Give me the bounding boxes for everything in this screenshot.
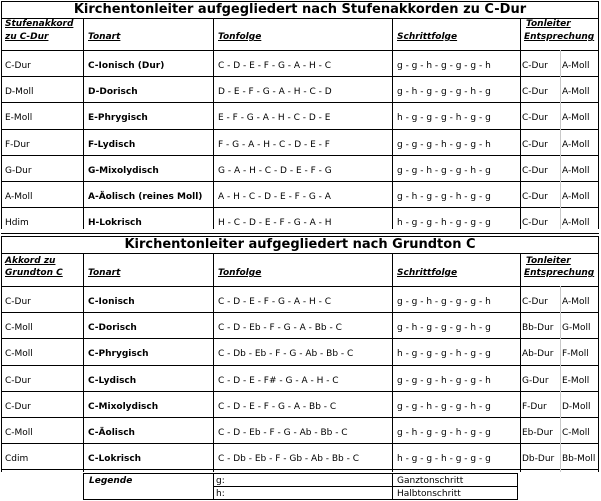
grid-line — [1, 443, 599, 444]
cell-ent2: A-Moll — [562, 113, 590, 123]
cell-tonart: H-Lokrisch — [88, 218, 142, 228]
cell-tonart: C-Ionisch — [88, 297, 135, 307]
grid-line — [1, 365, 599, 366]
cell-ent1: C-Dur — [522, 113, 548, 123]
s1-header-tonfolge: Tonfolge — [218, 32, 262, 42]
section1-title: Kirchentonleiter aufgegliedert nach Stufenakkorden zu C-Dur — [1, 1, 599, 19]
cell-ent2: C-Moll — [562, 428, 590, 438]
grid-line — [1, 253, 599, 254]
cell-ent1: C-Dur — [522, 61, 548, 71]
cell-akkord: Hdim — [5, 218, 29, 228]
cell-ent2: A-Moll — [562, 61, 590, 71]
grid-line — [560, 50, 561, 229]
cell-schrittfolge: g - g - h - g - g - h - g — [397, 402, 491, 412]
cell-tonart: G-Mixolydisch — [88, 166, 159, 176]
cell-ent2: A-Moll — [562, 192, 590, 202]
cell-ent1: C-Dur — [522, 297, 548, 307]
cell-schrittfolge: h - g - g - g - h - g - g — [397, 113, 491, 123]
cell-ent2: A-Moll — [562, 166, 590, 176]
cell-tonart: C-Lokrisch — [88, 454, 142, 464]
grid-line — [1, 50, 599, 51]
grid-line — [213, 473, 214, 500]
cell-akkord: Cdim — [5, 454, 29, 464]
cell-akkord: C-Moll — [5, 323, 33, 333]
cell-schrittfolge: g - g - h - g - g - g - h — [397, 61, 491, 71]
cell-ent1: Eb-Dur — [522, 428, 553, 438]
cell-ent2: Bb-Moll — [562, 454, 596, 464]
legend-symbol-h: h: — [216, 489, 225, 499]
cell-schrittfolge: g - h - g - g - g - h - g — [397, 323, 491, 333]
cell-ent1: C-Dur — [522, 87, 548, 97]
grid-line — [1, 155, 599, 156]
cell-akkord: C-Dur — [5, 297, 31, 307]
grid-line — [1, 338, 599, 339]
grid-line — [1, 286, 599, 287]
cell-schrittfolge: g - h - g - g - h - g - g — [397, 192, 491, 202]
grid-line — [392, 18, 393, 229]
cell-schrittfolge: g - h - g - g - h - g - g — [397, 428, 491, 438]
cell-tonart: C-Mixolydisch — [88, 402, 159, 412]
cell-ent1: G-Dur — [522, 376, 549, 386]
grid-line — [83, 473, 518, 474]
legend-meaning-h: Halbtonschritt — [397, 489, 461, 499]
section2-title: Kirchentonleiter aufgegliedert nach Grundton C — [1, 236, 599, 254]
cell-tonfolge: H - C - D - E - F - G - A - H — [218, 218, 332, 228]
s1-header-akkord-2: zu C-Dur — [5, 32, 49, 42]
cell-ent2: E-Moll — [562, 376, 590, 386]
cell-tonart: E-Phrygisch — [88, 113, 148, 123]
cell-akkord: C-Moll — [5, 428, 33, 438]
grid-line — [520, 18, 521, 229]
cell-tonart: C-Phrygisch — [88, 349, 149, 359]
cell-tonfolge: C - D - E - F - G - A - H - C — [218, 61, 332, 71]
cell-tonfolge: C - Db - Eb - F - G - Ab - Bb - C — [218, 349, 354, 359]
s2-header-ent-2: Entsprechung — [524, 268, 595, 278]
grid-line — [1, 18, 599, 19]
grid-line — [560, 286, 561, 472]
legend-meaning-g: Ganztonschritt — [397, 476, 464, 486]
grid-line — [83, 18, 84, 229]
grid-line — [83, 499, 518, 500]
cell-schrittfolge: g - g - g - h - g - g - h — [397, 140, 491, 150]
cell-tonfolge: C - D - Eb - F - G - Ab - Bb - C — [218, 428, 348, 438]
grid-line — [1, 233, 599, 234]
cell-ent2: F-Moll — [562, 349, 589, 359]
grid-line — [213, 486, 518, 487]
cell-akkord: C-Dur — [5, 61, 31, 71]
cell-schrittfolge: h - g - g - g - h - g - g — [397, 349, 491, 359]
cell-tonart: C-Äolisch — [88, 428, 135, 438]
cell-akkord: D-Moll — [5, 87, 34, 97]
cell-ent1: Ab-Dur — [522, 349, 554, 359]
grid-line — [1, 236, 2, 472]
cell-ent2: A-Moll — [562, 140, 590, 150]
cell-akkord: C-Moll — [5, 349, 33, 359]
s1-header-ent-1: Tonleiter — [526, 19, 571, 29]
s2-header-akkord-1: Akkord zu — [5, 256, 56, 266]
cell-ent2: G-Moll — [562, 323, 591, 333]
cell-tonfolge: G - A - H - C - D - E - F - G — [218, 166, 332, 176]
cell-ent1: C-Dur — [522, 218, 548, 228]
cell-ent2: A-Moll — [562, 87, 590, 97]
legend-symbol-g: g: — [216, 476, 225, 486]
cell-tonfolge: A - H - C - D - E - F - G - A — [218, 192, 331, 202]
grid-line — [520, 253, 521, 472]
grid-line — [392, 253, 393, 472]
s2-header-tonart: Tonart — [88, 268, 121, 278]
cell-akkord: F-Dur — [5, 140, 30, 150]
s1-header-schrittfolge: Schrittfolge — [397, 32, 458, 42]
cell-akkord: C-Dur — [5, 376, 31, 386]
cell-tonfolge: C - D - Eb - F - G - A - Bb - C — [218, 323, 342, 333]
cell-ent1: Bb-Dur — [522, 323, 554, 333]
cell-tonart: C-Ionisch (Dur) — [88, 61, 165, 71]
grid-line — [1, 76, 599, 77]
cell-ent1: Db-Dur — [522, 454, 555, 464]
cell-tonart: F-Lydisch — [88, 140, 136, 150]
grid-line — [83, 473, 84, 500]
cell-ent1: F-Dur — [522, 402, 547, 412]
cell-tonfolge: C - D - E - F - G - A - Bb - C — [218, 402, 337, 412]
cell-ent2: D-Moll — [562, 402, 591, 412]
grid-line — [1, 312, 599, 313]
s1-header-akkord-1: Stufenakkord — [5, 19, 74, 29]
cell-ent1: C-Dur — [522, 192, 548, 202]
grid-line — [1, 469, 599, 470]
cell-akkord: A-Moll — [5, 192, 33, 202]
s1-header-ent-2: Entsprechung — [524, 32, 595, 42]
grid-line — [1, 417, 599, 418]
cell-ent1: C-Dur — [522, 140, 548, 150]
cell-ent1: C-Dur — [522, 166, 548, 176]
cell-tonart: C-Dorisch — [88, 323, 137, 333]
cell-tonfolge: D - E - F - G - A - H - C - D — [218, 87, 332, 97]
cell-tonfolge: C - Db - Eb - F - Gb - Ab - Bb - C — [218, 454, 360, 464]
cell-akkord: E-Moll — [5, 113, 33, 123]
s1-header-tonart: Tonart — [88, 32, 121, 42]
legend-label: Legende — [89, 476, 133, 486]
cell-schrittfolge: g - g - h - g - g - g - h — [397, 297, 491, 307]
cell-tonfolge: F - G - A - H - C - D - E - F — [218, 140, 330, 150]
cell-ent2: A-Moll — [562, 218, 590, 228]
grid-line — [1, 207, 599, 208]
grid-line — [598, 1, 599, 229]
grid-line — [1, 181, 599, 182]
cell-schrittfolge: g - g - h - g - g - h - g — [397, 166, 491, 176]
grid-line — [1, 102, 599, 103]
cell-ent2: A-Moll — [562, 297, 590, 307]
cell-schrittfolge: g - h - g - g - g - h - g — [397, 87, 491, 97]
grid-line — [213, 253, 214, 472]
grid-line — [1, 1, 2, 229]
s2-header-tonfolge: Tonfolge — [218, 268, 262, 278]
s2-header-schrittfolge: Schrittfolge — [397, 268, 458, 278]
cell-tonfolge: C - D - E - F# - G - A - H - C — [218, 376, 339, 386]
cell-tonart: D-Dorisch — [88, 87, 138, 97]
cell-akkord: C-Dur — [5, 402, 31, 412]
grid-line — [392, 473, 393, 500]
grid-line — [83, 253, 84, 472]
cell-tonfolge: E - F - G - A - H - C - D - E — [218, 113, 331, 123]
s2-header-ent-1: Tonleiter — [526, 256, 571, 266]
cell-tonart: C-Lydisch — [88, 376, 137, 386]
grid-line — [517, 473, 518, 500]
cell-schrittfolge: h - g - g - h - g - g - g — [397, 454, 491, 464]
s2-header-akkord-2: Grundton C — [5, 268, 63, 278]
cell-schrittfolge: g - g - g - h - g - g - h — [397, 376, 491, 386]
cell-tonfolge: C - D - E - F - G - A - H - C — [218, 297, 332, 307]
grid-line — [1, 391, 599, 392]
cell-schrittfolge: h - g - g - h - g - g - g — [397, 218, 491, 228]
cell-akkord: G-Dur — [5, 166, 32, 176]
grid-line — [213, 18, 214, 229]
grid-line — [1, 129, 599, 130]
grid-line — [598, 236, 599, 472]
cell-tonart: A-Äolisch (reines Moll) — [88, 192, 203, 202]
